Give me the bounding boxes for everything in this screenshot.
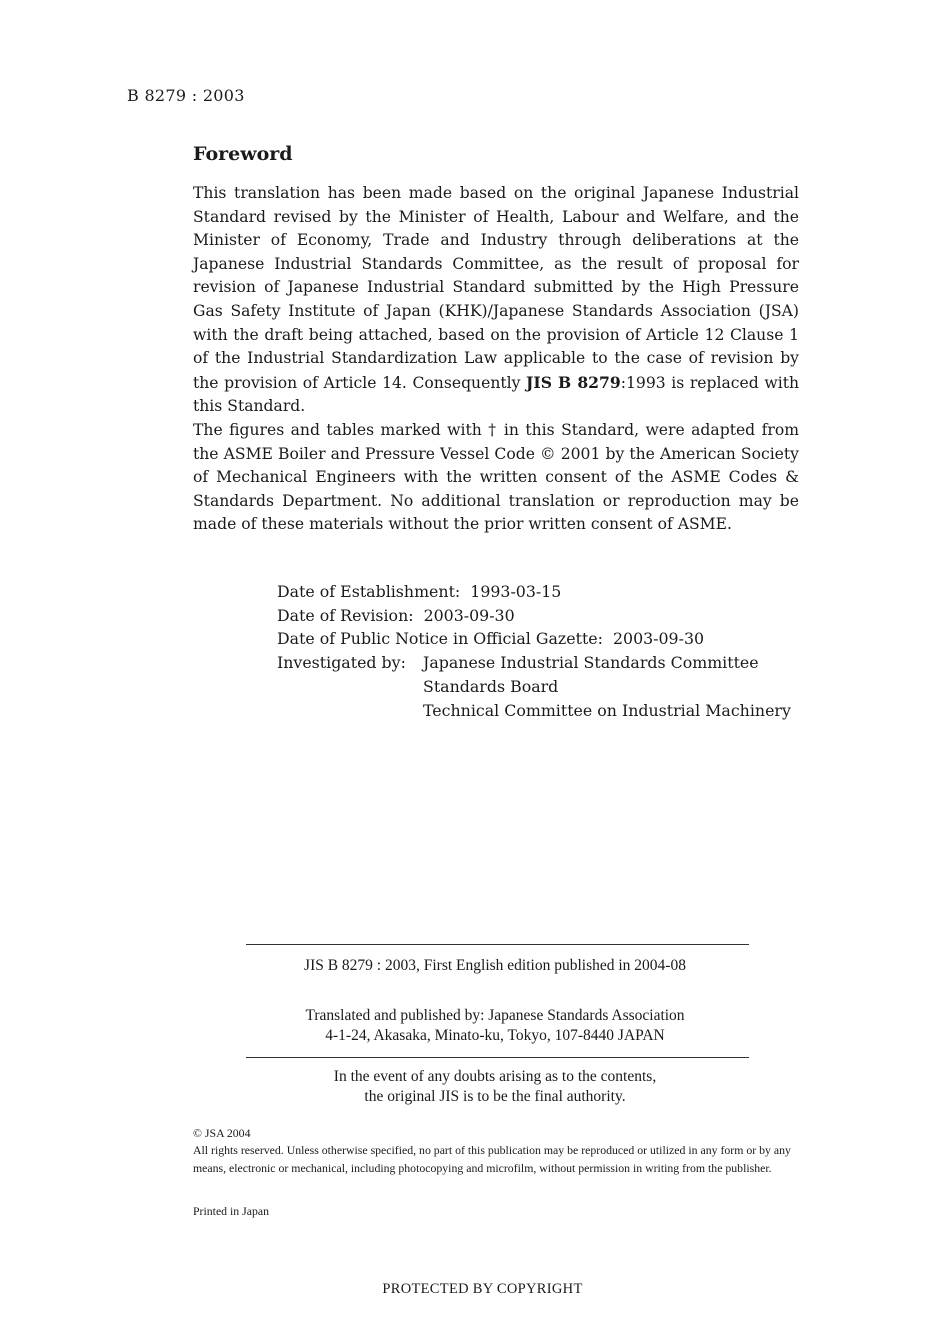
revision-label: Date of Revision: — [277, 605, 414, 625]
page-code: B 8279 : 2003 — [127, 86, 245, 105]
authority-line-2: the original JIS is to be the final authority. — [364, 1088, 626, 1105]
edition-line: JIS B 8279 : 2003, First English edition published in 2004-08 — [304, 957, 686, 974]
copyright-footer: PROTECTED BY COPYRIGHT — [382, 1281, 583, 1297]
divider-bottom — [246, 1057, 749, 1058]
gazette-row — [277, 627, 791, 651]
gazette-label: Date of Public Notice in Official Gazette: — [277, 629, 603, 649]
establishment-row — [277, 580, 791, 604]
publisher-line-2: 4-1-24, Akasaka, Minato-ku, Tokyo, 107-8440 JAPAN — [325, 1027, 665, 1044]
rights-statement: All rights reserved. Unless otherwise specified, no part of this publication may be reproduced or utilized in any form or by any means, electronic or mechanical, including photocopying and microfilm, without permission in writing from the publisher. — [193, 1143, 791, 1175]
standard-reference: JIS B 8279 — [526, 372, 621, 392]
printed-in: Printed in Japan — [193, 1204, 270, 1218]
publisher-line-1: Translated and published by: Japanese Standards Association — [305, 1007, 685, 1024]
investigated-line: Japanese Industrial Standards Committee — [423, 653, 759, 673]
investigated-label: Investigated by: — [277, 653, 406, 673]
investigated-line: Standards Board — [423, 676, 559, 696]
investigated-line: Technical Committee on Industrial Machinery — [423, 700, 791, 720]
authority-line-1: In the event of any doubts arising as to the contents, — [333, 1068, 657, 1085]
foreword-body — [193, 182, 799, 537]
divider-top — [246, 944, 749, 945]
foreword-paragraph-2: The figures and tables marked with † in this Standard, were adapted from the ASME Boiler and Pressure Vessel Code © 2001 by the American Society of Mechanical Engineers with the written consent of the ASME Codes & Standards Department. No additional translation or reproduction may be made of these materials without the prior written consent of ASME. — [193, 420, 799, 534]
foreword-paragraph-1-end: :1993 is replaced with this Standard. — [193, 373, 799, 416]
gazette-value: 2003-09-30 — [612, 629, 705, 649]
foreword-title: Foreword — [193, 143, 293, 165]
establishment-label: Date of Establishment: — [277, 582, 461, 601]
foreword-paragraph-1 — [193, 182, 799, 419]
revision-row — [277, 604, 791, 628]
foreword-paragraph-1-text: This translation has been made based on the original Japanese Industrial Standard revised by the Minister of Health, Labour and Welfare, and the Minister of Economy, Trade and Industry through deliberations at the Japanese Industrial Standards Committee, as the result of proposal for revision of Japanese Industrial Standard submitted by the High Pressure Gas Safety Institute of Japan (KHK)/Japanese Standards Association (JSA) with the draft being attached, based on the provision of Article 12 Clause 1 of the Industrial Standardization Law applicable to the case of revision by the provision of Article 14. Consequently — [193, 184, 799, 392]
investigated-row — [277, 651, 791, 675]
dates-block — [277, 580, 791, 722]
revision-value: 2003-09-30 — [423, 605, 515, 625]
copyright-notice: © JSA 2004 — [193, 1126, 251, 1140]
establishment-value: 1993-03-15 — [470, 582, 562, 601]
